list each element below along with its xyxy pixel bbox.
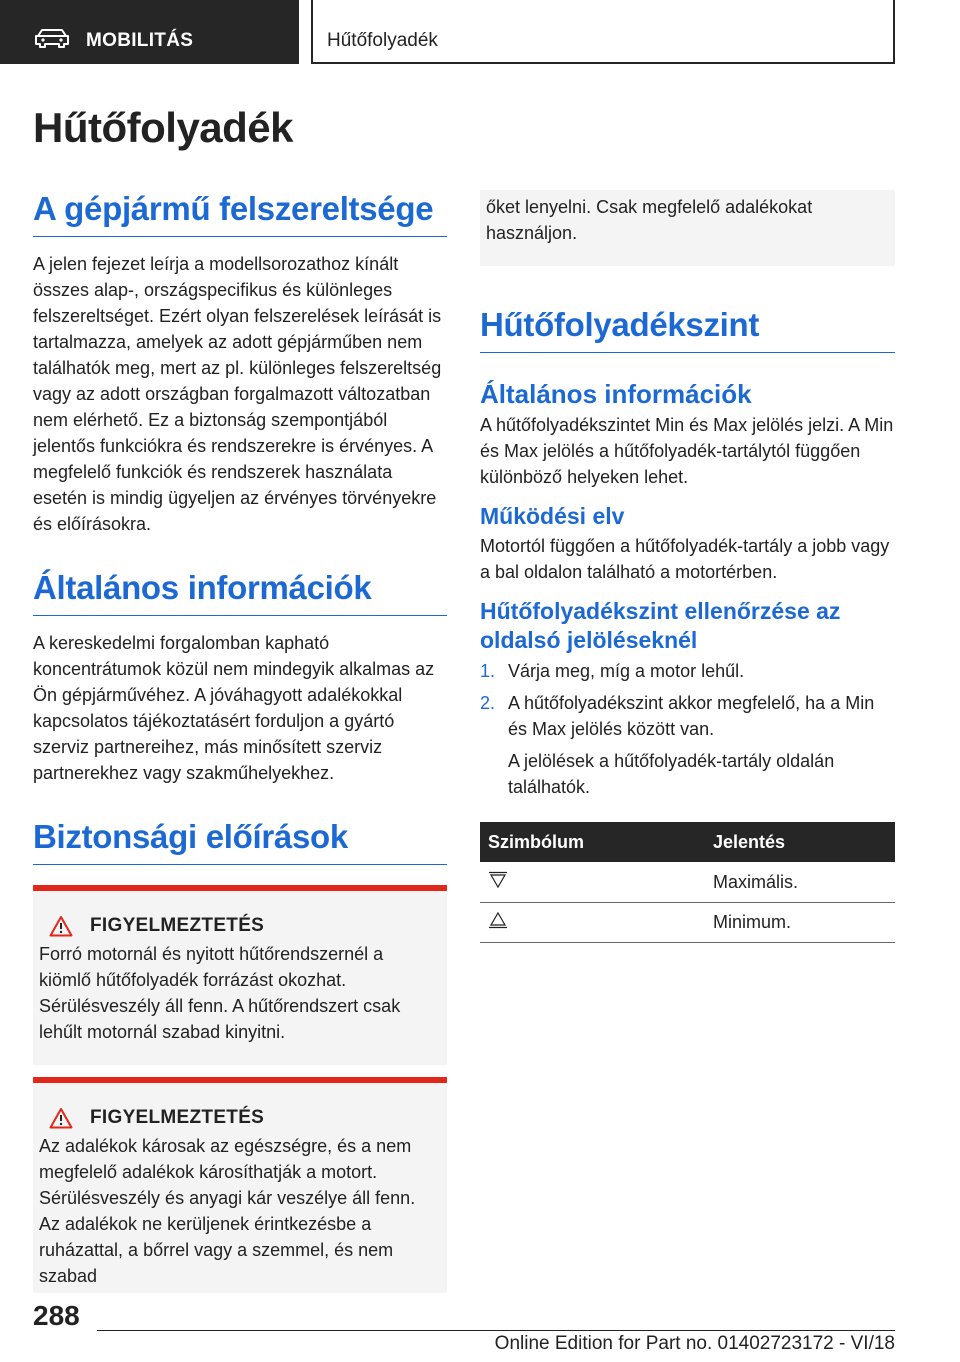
- symbol-column-header: Szimbólum: [480, 822, 705, 862]
- table-row: [480, 902, 895, 942]
- section-tab-label: MOBILITÁS: [86, 30, 194, 51]
- principle-text: Motortól függően a hűtőfolyadék-tartály a jobb vagy a bal oldalon található a motortérben.: [480, 535, 890, 582]
- warning-title: FIGYELMEZTETÉS: [90, 1106, 265, 1128]
- equipment-text: A jelen fejezet leírja a modellsorozathoz kínált összes alap-, országspecifikus és különleges felszereltséget. Ezért olyan felszerelések leírását is tartalmazza, amelyek az adott gépjárműben nem találhatók meg, mert az pl. különleges felszereltség vagy az adott országban forgalmazott változatban nem elérhető. Ez a biztonság szempontjából jelentős funkciókra és rendszerekre is érvényes. A megfelelő funkciók és rendszerek használata esetén is mindig ügyeljen az érvényes törvényekre és előírásokra.: [33, 253, 442, 534]
- meaning-cell: Maximális.: [705, 862, 895, 902]
- warning-continuation-text: őket lenyelni. Csak megfelelő adalékokat használjon.: [486, 197, 813, 243]
- general-text-left: A kereskedelmi forgalomban kapható koncentrátumok közül nem mindegyik alkalmas az Ön gépjárművéhez. A jóváhagyott adalékokkal kapcsolatos tájékoztatásért forduljon a gyártó szerviz partnereihez, más minősített szerviz partnerekhez vagy szakműhelyekhez.: [33, 632, 435, 783]
- topic-tab-label: Hűtőfolyadék: [327, 30, 438, 51]
- list-item: [480, 658, 895, 684]
- warning-box: [33, 885, 447, 1065]
- section-tab: [0, 0, 299, 64]
- safety-heading: Biztonsági előírások: [33, 818, 447, 865]
- check-heading: Hűtőfolyadékszint ellenőrzése az oldalsó jelöléseknél: [480, 597, 841, 653]
- table-row: [480, 862, 895, 902]
- warning-continuation-box: [480, 190, 895, 266]
- left-column: [33, 190, 447, 1293]
- steps-list: [480, 658, 895, 742]
- warning-title: FIGYELMEZTETÉS: [90, 914, 265, 936]
- car-icon: [34, 28, 70, 48]
- topic-tab: [311, 0, 895, 64]
- general-heading-right: Általános információk: [480, 378, 752, 409]
- step-number: 2.: [480, 693, 496, 714]
- equipment-heading: A gépjármű felszereltsége: [33, 190, 447, 237]
- min-mark-icon: [488, 911, 508, 929]
- symbol-table: [480, 822, 895, 943]
- page-title: Hűtőfolyadék: [33, 104, 294, 151]
- meaning-column-header: Jelentés: [705, 822, 895, 862]
- general-text-right: A hűtőfolyadékszintet Min és Max jelölés jelzi. A Min és Max jelölés a hűtőfolyadék-tartálytól függően különböző helyeken lehet.: [480, 415, 894, 488]
- warning-text: Forró motornál és nyitott hűtőrendszernél a kiömlő hűtőfolyadék forrázást okozhat. Sérülésveszély áll fenn. A hűtőrendszert csak lehűlt motornál szabad kinyitni.: [39, 943, 401, 1042]
- footer-divider: [97, 1330, 895, 1331]
- principle-heading: Működési elv: [480, 503, 625, 530]
- step-text: A hűtőfolyadékszint akkor megfelelő, ha a Min és Max jelölés között van.: [508, 693, 875, 740]
- warning-box: [33, 1077, 447, 1293]
- step-number: 1.: [480, 661, 496, 682]
- right-column: [480, 190, 895, 943]
- general-heading-left: Általános információk: [33, 569, 447, 616]
- step-note: A jelölések a hűtőfolyadék-tartály oldalán találhatók.: [508, 751, 835, 798]
- max-mark-icon: [488, 871, 508, 889]
- warning-triangle-icon: [49, 1107, 73, 1129]
- meaning-cell: Minimum.: [705, 902, 895, 942]
- level-heading: Hűtőfolyadékszint: [480, 306, 895, 353]
- step-text: Várja meg, míg a motor lehűl.: [508, 661, 745, 682]
- list-item: [480, 690, 895, 742]
- table-header-row: [480, 822, 895, 862]
- warning-text: Az adalékok károsak az egészségre, és a nem megfelelő adalékok károsíthatják a motort. Sérülésveszély és anyagi kár veszélye áll fenn. Az adalékok ne kerüljenek érintkezésbe a ruházattal, a bőrrel vagy a szemmel, és nem szabad: [39, 1135, 416, 1286]
- edition-text: Online Edition for Part no. 01402723172 - VI/18: [494, 1333, 895, 1354]
- warning-triangle-icon: [49, 915, 73, 937]
- page-number: 288: [33, 1300, 80, 1331]
